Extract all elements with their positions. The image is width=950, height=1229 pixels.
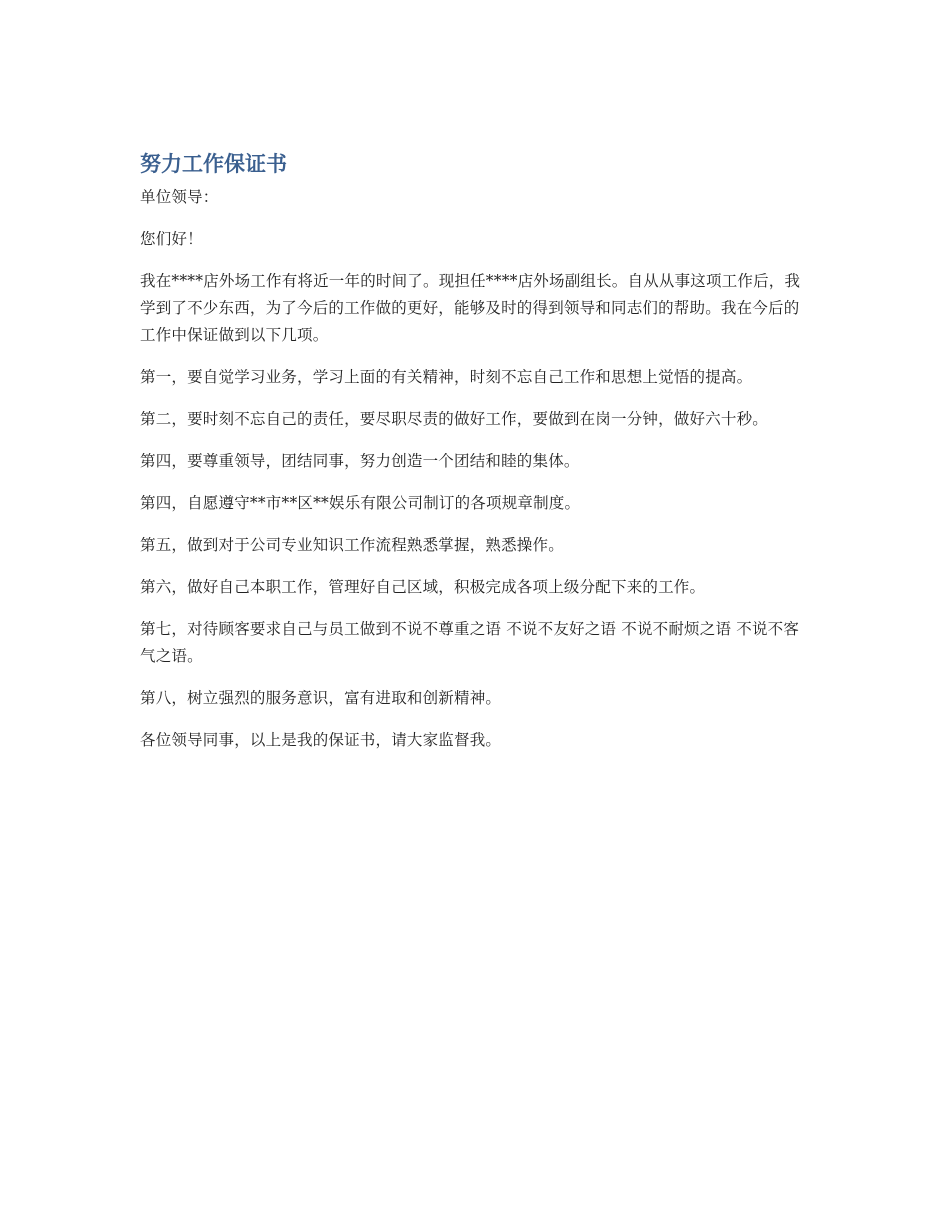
- salutation: 单位领导：: [140, 188, 219, 206]
- document-page: [140, 148, 810, 769]
- item-paragraph-1: 第一，要自觉学习业务，学习上面的有关精神，时刻不忘自己工作和思想上觉悟的提高。: [140, 368, 753, 386]
- closing-paragraph: 各位领导同事，以上是我的保证书，请大家监督我。: [140, 731, 502, 749]
- item-paragraph-7: 第七，对待顾客要求自己与员工做到不说不尊重之语 不说不友好之语 不说不耐烦之语 不说不客气之语。: [140, 620, 800, 665]
- greeting-paragraph: 您们好！: [140, 230, 203, 248]
- document-title: 努力工作保证书: [140, 152, 287, 176]
- intro-paragraph: 我在****店外场工作有将近一年的时间了。现担任****店外场副组长。自从从事这项工作后，我学到了不少东西，为了今后的工作做的更好，能够及时的得到领导和同志们的帮助。我在今后的工作中保证做到以下几项。: [140, 272, 801, 344]
- item-paragraph-8: 第八，树立强烈的服务意识，富有进取和创新精神。: [140, 689, 502, 707]
- item-paragraph-2: 第二，要时刻不忘自己的责任，要尽职尽责的做好工作，要做到在岗一分钟，做好六十秒。: [140, 410, 769, 428]
- item-paragraph-6: 第六，做好自己本职工作，管理好自己区域，积极完成各项上级分配下来的工作。: [140, 578, 706, 596]
- item-paragraph-4: 第四，自愿遵守**市**区**娱乐有限公司制订的各项规章制度。: [140, 494, 581, 512]
- item-paragraph-3: 第四，要尊重领导，团结同事，努力创造一个团结和睦的集体。: [140, 452, 580, 470]
- item-paragraph-5: 第五，做到对于公司专业知识工作流程熟悉掌握，熟悉操作。: [140, 536, 564, 554]
